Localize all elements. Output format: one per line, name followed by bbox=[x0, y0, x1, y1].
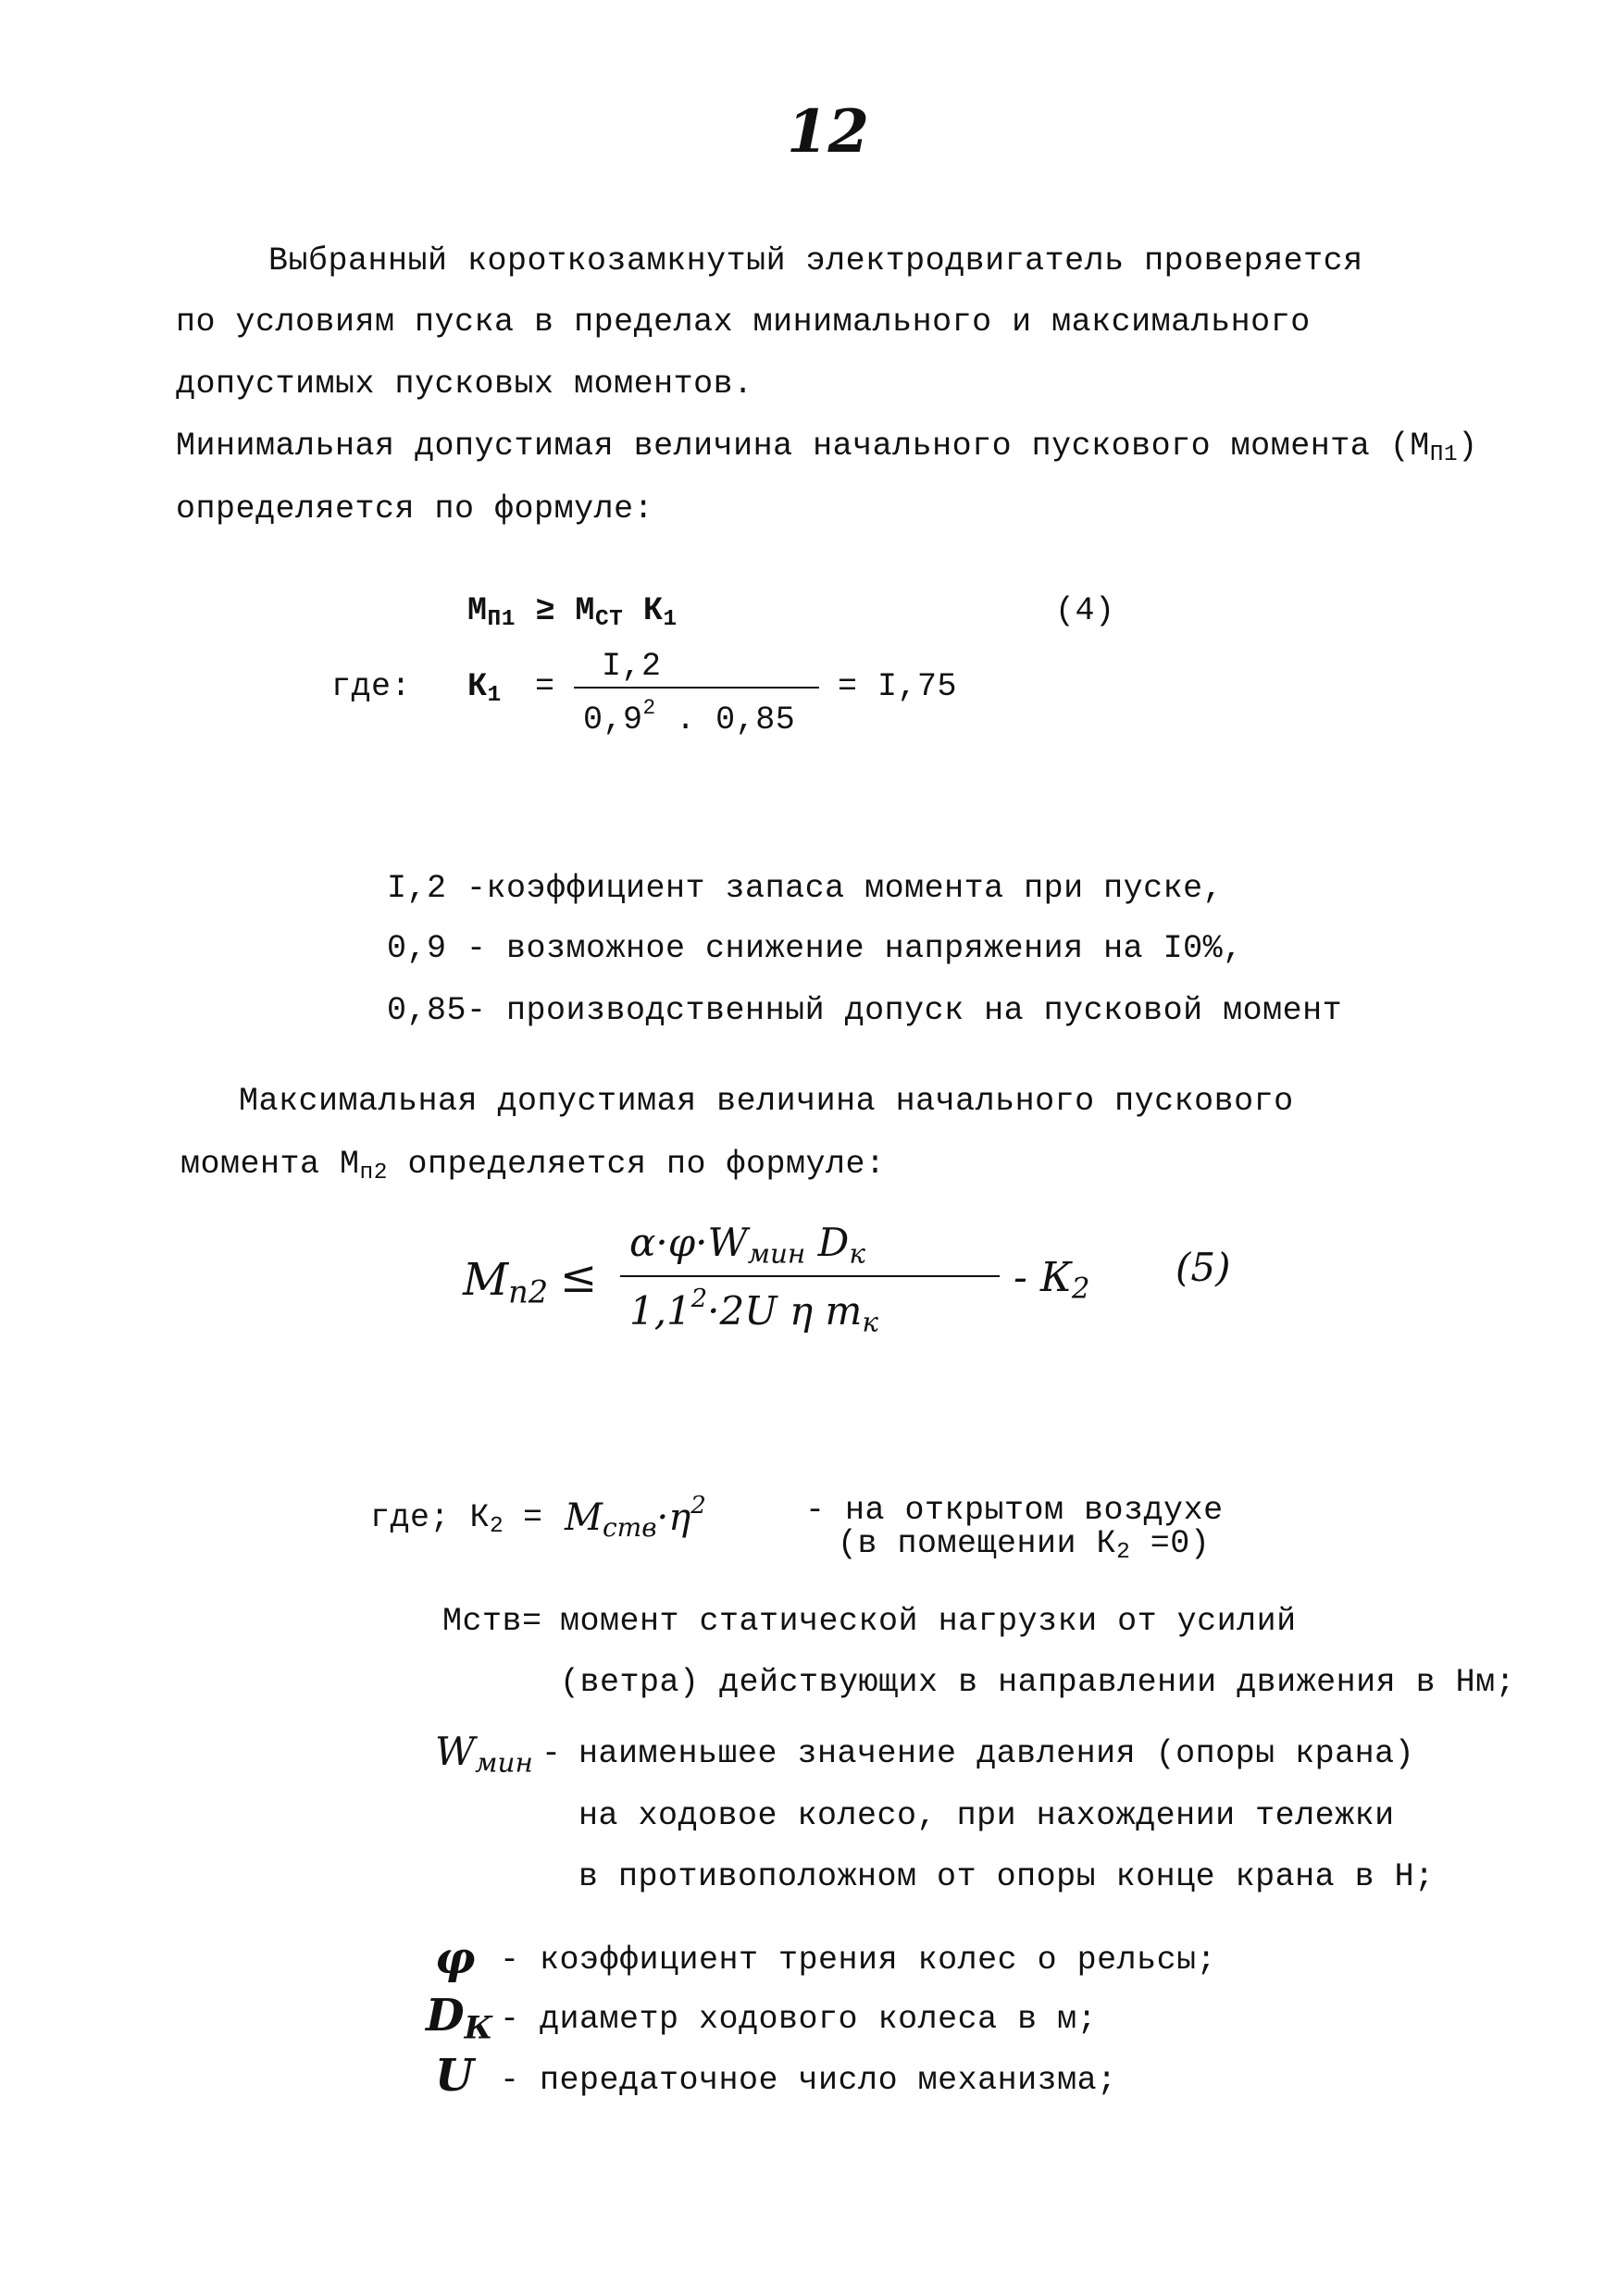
max-moment-post: определяется по формуле: bbox=[387, 1146, 886, 1183]
k1-numerator: I,2 bbox=[602, 648, 662, 685]
def-wmin-dash: - bbox=[541, 1735, 562, 1772]
intro-line-2: по условиям пуска в пределах минимального и максимального bbox=[176, 304, 1311, 341]
formula-5-number: (5) bbox=[1175, 1245, 1231, 1290]
def-wmin-w: W bbox=[435, 1729, 476, 1774]
def-phi-text: - коэффициент трения колес о рельсы; bbox=[500, 1942, 1217, 1979]
formula-4-k-sub: 1 bbox=[663, 607, 678, 633]
def-dk-d: D bbox=[426, 1990, 465, 2042]
formula-5-num-end-sub: к bbox=[849, 1237, 865, 1270]
k2-where-sub: 2 bbox=[490, 1514, 504, 1540]
min-moment-sub: П1 bbox=[1429, 442, 1459, 468]
explanation-3: 0,85- производственный допуск на пусковой момент bbox=[387, 992, 1343, 1029]
k1-letter: К bbox=[467, 668, 488, 705]
k1-den-a: 0,9 bbox=[583, 701, 643, 738]
min-moment-text: Минимальная допустимая величина начального пускового момента (М bbox=[176, 428, 1430, 465]
max-moment-line-1: Максимальная допустимая величина начального пускового bbox=[239, 1083, 1294, 1120]
formula-4-number: (4) bbox=[1055, 592, 1115, 629]
formula-5-fraction-bar bbox=[620, 1275, 1000, 1277]
formula-5-lhs bbox=[463, 1254, 548, 1309]
k2-rhs-m: М bbox=[565, 1496, 603, 1540]
k2-note-2-post: =0) bbox=[1130, 1525, 1211, 1562]
formula-5-minus-sub: 2 bbox=[1071, 1272, 1090, 1306]
k2-rhs-sub: ств bbox=[602, 1512, 657, 1544]
k2-where bbox=[370, 1499, 504, 1539]
def-wmin-line-2: на ходовое колесо, при нахождении тележки bbox=[578, 1797, 1395, 1834]
def-wmin-line-3: в противоположном от опоры конце крана в Н; bbox=[578, 1858, 1435, 1895]
def-dk-text: - диаметр ходового колеса в м; bbox=[500, 2001, 1098, 2038]
k1-den-exp: 2 bbox=[642, 696, 656, 720]
def-mstv-line-1: момент статической нагрузки от усилий bbox=[560, 1603, 1297, 1640]
k2-equals: = bbox=[523, 1499, 543, 1536]
formula-4 bbox=[467, 592, 678, 632]
min-moment-close: ) bbox=[1458, 428, 1478, 465]
formula-5-lhs-sub: п2 bbox=[508, 1273, 549, 1310]
k2-note-1: - на открытом воздухе bbox=[805, 1492, 1224, 1529]
k1-den-b: . 0,85 bbox=[655, 701, 796, 738]
formula-5-den-b: ·2U η m bbox=[707, 1288, 863, 1334]
max-moment-sub: п2 bbox=[359, 1160, 388, 1186]
formula-5-minus-k: - К bbox=[1014, 1254, 1072, 1301]
formula-4-k: К bbox=[623, 592, 664, 629]
intro-line-1: Выбранный короткозамкнутый электродвигатель проверяется bbox=[268, 242, 1363, 279]
k1-denominator bbox=[583, 696, 795, 738]
def-wmin-term bbox=[435, 1729, 533, 1778]
formula-5-num-end: D bbox=[805, 1220, 850, 1265]
formula-5-den-exp: 2 bbox=[690, 1285, 708, 1313]
k1-sub: 1 bbox=[487, 683, 502, 709]
formula-5-lhs-m: М bbox=[463, 1254, 509, 1306]
def-u-term: U bbox=[435, 2050, 474, 2102]
def-mstv-term: Мств= bbox=[442, 1603, 542, 1640]
k2-note-2-pre: (в помещении К bbox=[838, 1525, 1117, 1562]
k2-rhs bbox=[565, 1492, 706, 1543]
def-wmin-line-1: наименьшее значение давления (опоры крана) bbox=[578, 1735, 1415, 1772]
k2-where-text: где; К bbox=[370, 1499, 491, 1536]
def-wmin-sub: мин bbox=[475, 1746, 533, 1779]
k1-fraction-bar bbox=[574, 687, 819, 689]
k2-rhs-end: ·η bbox=[656, 1496, 691, 1540]
max-moment-line-2 bbox=[180, 1146, 886, 1185]
formula-5-den-sub: к bbox=[862, 1306, 878, 1338]
explanation-1: I,2 -коэффициент запаса момента при пуске, bbox=[387, 870, 1224, 907]
formula-5-den-a: 1,1 bbox=[629, 1288, 691, 1334]
formula-5-rel: ≤ bbox=[560, 1251, 598, 1303]
intro-line-3: допустимых пусковых моментов. bbox=[176, 366, 753, 403]
min-moment-line-1 bbox=[176, 428, 1478, 467]
k1-symbol bbox=[467, 668, 502, 708]
def-u-text: - передаточное число механизма; bbox=[500, 2062, 1117, 2099]
k1-equals: = bbox=[535, 668, 555, 705]
k1-result: = I,75 bbox=[838, 668, 958, 705]
k1-where: где: bbox=[331, 668, 412, 705]
def-dk-sub: К bbox=[464, 2008, 493, 2046]
formula-5-num-sub: мин bbox=[747, 1237, 806, 1270]
formula-4-rhs-sub: СТ bbox=[594, 607, 624, 633]
def-mstv-line-2: (ветра) действующих в направлении движения в Нм; bbox=[560, 1664, 1516, 1701]
max-moment-pre: момента М bbox=[180, 1146, 360, 1183]
formula-4-lhs-sub: П1 bbox=[487, 607, 516, 633]
formula-5-minus-k2 bbox=[1014, 1254, 1090, 1306]
explanation-2: 0,9 - возможное снижение напряжения на I0%, bbox=[387, 930, 1243, 967]
k2-note-2 bbox=[838, 1525, 1210, 1565]
page-number: 12 bbox=[787, 97, 870, 167]
formula-4-lhs: М bbox=[467, 592, 488, 629]
def-dk-term bbox=[426, 1990, 492, 2045]
min-moment-line-2: определяется по формуле: bbox=[176, 490, 654, 527]
k2-note-2-sub: 2 bbox=[1116, 1540, 1131, 1566]
formula-4-rel: ≥ М bbox=[515, 592, 595, 629]
formula-5-numerator bbox=[629, 1220, 865, 1269]
k2-rhs-exp: 2 bbox=[690, 1492, 706, 1520]
formula-5-denominator bbox=[629, 1285, 878, 1337]
def-phi-term: φ bbox=[435, 1932, 476, 1984]
formula-5-num-a: α·φ·W bbox=[629, 1220, 748, 1265]
